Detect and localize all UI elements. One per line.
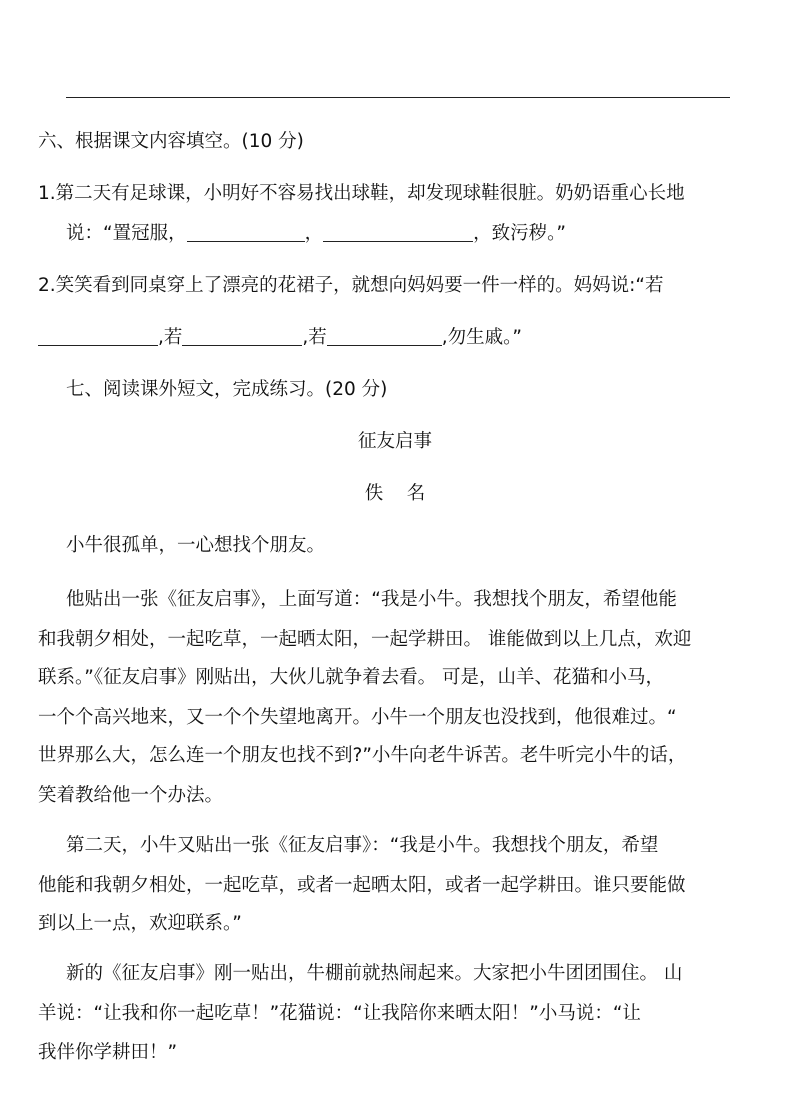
q1-line1: 1.第二天有足球课，小明好不容易找出球鞋，却发现球鞋很脏。奶奶语重心长地 <box>38 183 685 204</box>
q2-text-a: ,若 <box>158 327 183 348</box>
passage-line: 第二天，小牛又贴出一张《征友启事》：“我是小牛。我想找个朋友，希望 <box>66 835 659 856</box>
passage-line: 笑着教给他一个办法。 <box>38 785 224 806</box>
q1-text-c: ，致污秽。” <box>473 223 566 244</box>
q1-blank-2[interactable] <box>323 223 473 242</box>
passage-line: 他能和我朝夕相处，一起吃草，或者一起晒太阳，或者一起学耕田。谁只要能做 <box>38 875 686 896</box>
q2-blank-3[interactable] <box>327 327 442 346</box>
passage-line: 世界那么大，怎么连一个朋友也找不到?”小牛向老牛诉苦。老牛听完小牛的话， <box>38 745 687 766</box>
passage-author: 佚 名 <box>364 483 426 504</box>
q2-text-c: ,勿生戚。” <box>441 327 522 348</box>
passage-line: 羊说：“让我和你一起吃草！”花猫说：“让我陪你来晒太阳！”小马说：“让 <box>38 1003 641 1024</box>
passage-line: 联系。”《征友启事》刚贴出，大伙儿就争着去看。 可是，山羊、花猫和小马， <box>38 667 664 688</box>
passage-line: 新的《征友启事》刚一贴出，牛棚前就热闹起来。大家把小牛团团围住。 山 <box>66 963 683 984</box>
q2-line2 <box>38 326 522 350</box>
passage-line: 和我朝夕相处，一起吃草，一起晒太阳，一起学耕田。 谁能做到以上几点，欢迎 <box>38 629 692 650</box>
passage-line: 一个个高兴地来，又一个个失望地离开。小牛一个朋友也没找到，他很难过。“ <box>38 707 677 728</box>
passage-line: 我伴你学耕田！” <box>38 1042 178 1063</box>
q2-text-b: ,若 <box>302 327 327 348</box>
q1-blank-1[interactable] <box>187 223 305 242</box>
q2-blank-1[interactable] <box>38 327 158 346</box>
q1-text-a: 说：“置冠服， <box>66 223 187 244</box>
q2-line1: 2.笑笑看到同桌穿上了漂亮的花裙子，就想向妈妈要一件一样的。妈妈说:“若 <box>38 275 664 296</box>
header-rule <box>66 97 730 98</box>
section6-heading: 六、根据课文内容填空。(10 分) <box>38 131 304 152</box>
q2-blank-2[interactable] <box>182 327 302 346</box>
passage-line: 他贴出一张《征友启事》，上面写道：“我是小牛。我想找个朋友，希望他能 <box>66 589 677 610</box>
section7-heading: 七、阅读课外短文，完成练习。(20 分) <box>66 379 388 400</box>
passage-line: 到以上一点，欢迎联系。” <box>38 913 242 934</box>
q1-line2 <box>66 222 566 246</box>
passage-title: 征友启事 <box>357 431 432 452</box>
passage-line: 小牛很孤单，一心想找个朋友。 <box>66 535 326 556</box>
q1-text-b: ， <box>304 223 324 244</box>
